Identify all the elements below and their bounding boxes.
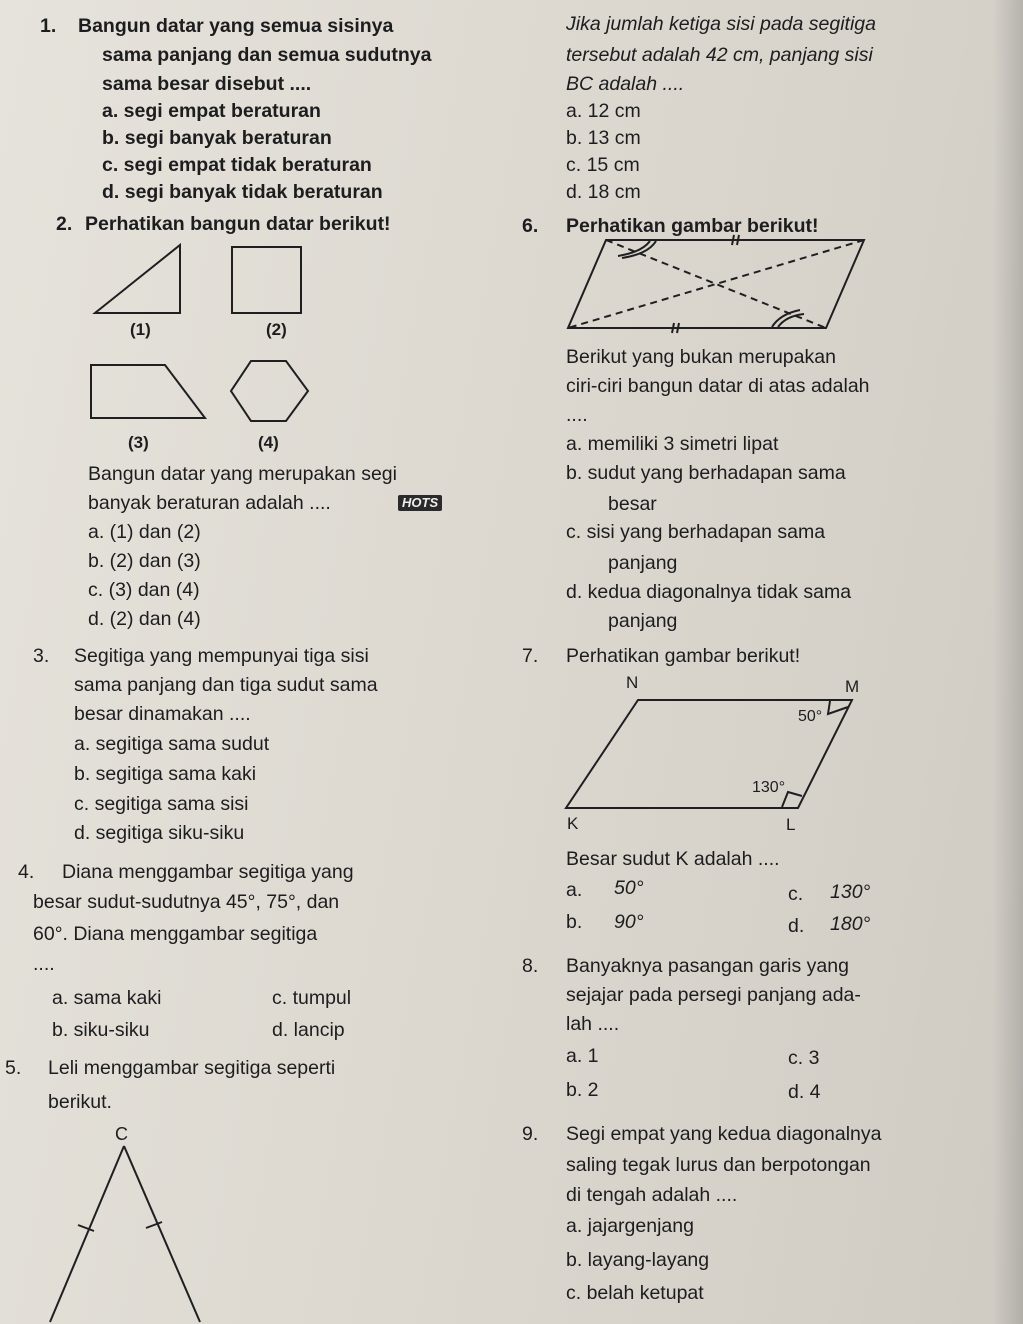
q4c-line-2: tersebut adalah 42 cm, panjang sisi [566, 44, 873, 66]
q7-angle-50: 50° [798, 708, 823, 725]
q2-line-2: banyak beraturan adalah .... [88, 492, 331, 514]
q9-line-2: saling tegak lurus dan berpotongan [566, 1154, 871, 1176]
shape-4-hexagon [231, 361, 308, 421]
shape-1-right-triangle [95, 245, 180, 313]
q7-option-d-value: 180° [830, 913, 871, 935]
shape-2-square [232, 247, 301, 313]
q4-line-2: besar sudut-sudutnya 45°, 75°, dan [33, 891, 340, 913]
q2-option-a: a. (1) dan (2) [88, 521, 201, 543]
q7-option-b-value: 90° [614, 911, 644, 933]
q6-title: Perhatikan gambar berikut! [566, 215, 819, 237]
tick-bottom-2 [677, 323, 679, 333]
q8-line-3: lah .... [566, 1013, 620, 1035]
page-edge-shadow [993, 0, 1023, 1324]
q1-option-a: a. segi empat beraturan [102, 100, 321, 122]
tick-mark-left [78, 1225, 94, 1231]
q2-option-d: d. (2) dan (4) [88, 608, 201, 630]
q1-option-b: b. segi banyak beraturan [102, 127, 332, 149]
q2-number: 2. [56, 213, 73, 235]
tick-top-2 [737, 235, 739, 245]
q2-label-3: (3) [128, 433, 149, 452]
q2-option-b: b. (2) dan (3) [88, 550, 201, 572]
q1-option-d: d. segi banyak tidak beraturan [102, 181, 383, 203]
q9-number: 9. [522, 1123, 539, 1145]
q6-parallelogram-figure [564, 236, 874, 336]
q6-option-b: b. sudut yang berhadapan sama [566, 462, 846, 484]
q3-option-a: a. segitiga sama sudut [74, 733, 270, 755]
q6-option-a: a. memiliki 3 simetri lipat [566, 433, 779, 455]
q7-number: 7. [522, 645, 539, 667]
q4c-line-1: Jika jumlah ketiga sisi pada segitiga [566, 13, 877, 35]
q3-option-b: b. segitiga sama kaki [74, 763, 257, 785]
q4c-line-3: BC adalah .... [566, 73, 685, 95]
tick-top-1 [732, 235, 734, 245]
q4-number: 4. [18, 861, 35, 883]
q4c-option-c: c. 15 cm [566, 154, 640, 176]
q5-vertex-c: C [115, 1124, 128, 1144]
q8-option-c: c. 3 [788, 1047, 820, 1069]
q1-number: 1. [40, 15, 57, 37]
q2-label-4: (4) [258, 433, 279, 452]
q7-option-a-letter: a. [566, 879, 583, 901]
shape-3-trapezoid [91, 365, 205, 418]
q7-option-b-letter: b. [566, 911, 583, 933]
q1-line-1: Bangun datar yang semua sisinya [78, 15, 394, 37]
q3-line-3: besar dinamakan .... [74, 703, 251, 725]
q6-option-c: c. sisi yang berhadapan sama [566, 521, 826, 543]
q5-number: 5. [5, 1057, 22, 1079]
diagonal-2 [568, 240, 864, 328]
angle-arc-top-left [618, 241, 650, 256]
q2-label-1: (1) [130, 320, 151, 339]
q9-option-b: b. layang-layang [566, 1249, 710, 1271]
q3-option-d: d. segitiga siku-siku [74, 822, 245, 844]
q9-option-c: c. belah ketupat [566, 1282, 704, 1304]
q7-label-k: K [567, 814, 579, 833]
q4c-option-a: a. 12 cm [566, 100, 641, 122]
q8-number: 8. [522, 955, 539, 977]
q3-number: 3. [33, 645, 50, 667]
q5-isosceles-triangle-figure [40, 1140, 210, 1324]
q8-option-d: d. 4 [788, 1081, 821, 1103]
q1-option-c: c. segi empat tidak beraturan [102, 154, 372, 176]
q6-line-3: .... [566, 404, 588, 426]
q4c-option-d: d. 18 cm [566, 181, 641, 203]
q7-title: Perhatikan gambar berikut! [566, 645, 801, 667]
q6-option-d-cont: panjang [608, 610, 678, 632]
q8-line-1: Banyaknya pasangan garis yang [566, 955, 849, 977]
q6-option-c-cont: panjang [608, 552, 678, 574]
q9-line-3: di tengah adalah .... [566, 1184, 738, 1206]
q7-option-d-letter: d. [788, 915, 805, 937]
q7-question: Besar sudut K adalah .... [566, 848, 780, 870]
q8-line-2: sejajar pada persegi panjang ada- [566, 984, 861, 1006]
q4-line-3: 60°. Diana menggambar segitiga [33, 923, 318, 945]
q5-line-1: Leli menggambar segitiga seperti [48, 1057, 336, 1079]
q6-number: 6. [522, 215, 539, 237]
q9-line-1: Segi empat yang kedua diagonalnya [566, 1123, 882, 1145]
q9-option-a: a. jajargenjang [566, 1215, 694, 1237]
q7-option-c-letter: c. [788, 883, 804, 905]
hots-badge: HOTS [398, 495, 442, 511]
q2-label-2: (2) [266, 320, 287, 339]
q3-option-c: c. segitiga sama sisi [74, 793, 249, 815]
q6-line-2: ciri-ciri bangun datar di atas adalah [566, 375, 870, 397]
q4c-option-b: b. 13 cm [566, 127, 641, 149]
q3-line-2: sama panjang dan tiga sudut sama [74, 674, 378, 696]
q4-option-a: a. sama kaki [52, 987, 162, 1009]
q7-option-c-value: 130° [830, 881, 871, 903]
q7-angle-130: 130° [752, 779, 786, 796]
q2-line-1: Bangun datar yang merupakan segi [88, 463, 397, 485]
q4-option-c: c. tumpul [272, 987, 352, 1009]
q3-line-1: Segitiga yang mempunyai tiga sisi [74, 645, 369, 667]
q4-line-1: Diana menggambar segitiga yang [62, 861, 354, 883]
q7-label-n: N [626, 673, 639, 692]
q6-line-1: Berikut yang bukan merupakan [566, 346, 836, 368]
q7-option-a-value: 50° [614, 877, 644, 899]
q2-title: Perhatikan bangun datar berikut! [85, 213, 391, 235]
q4-option-d: d. lancip [272, 1019, 345, 1041]
q2-shapes-figure [90, 240, 320, 450]
q8-option-b: b. 2 [566, 1079, 599, 1101]
q6-option-b-cont: besar [608, 493, 657, 515]
tick-bottom-1 [672, 323, 674, 333]
q4-line-4: .... [33, 953, 55, 975]
q2-option-c: c. (3) dan (4) [88, 579, 200, 601]
q5-line-2: berikut. [48, 1091, 112, 1113]
q4-option-b: b. siku-siku [52, 1019, 150, 1041]
q6-option-d: d. kedua diagonalnya tidak sama [566, 581, 852, 603]
q8-option-a: a. 1 [566, 1045, 599, 1067]
q7-label-m: M [845, 677, 860, 696]
q1-line-2: sama panjang dan semua sudutnya [102, 44, 432, 66]
q1-line-3: sama besar disebut .... [102, 73, 312, 95]
q7-label-l: L [786, 815, 796, 834]
